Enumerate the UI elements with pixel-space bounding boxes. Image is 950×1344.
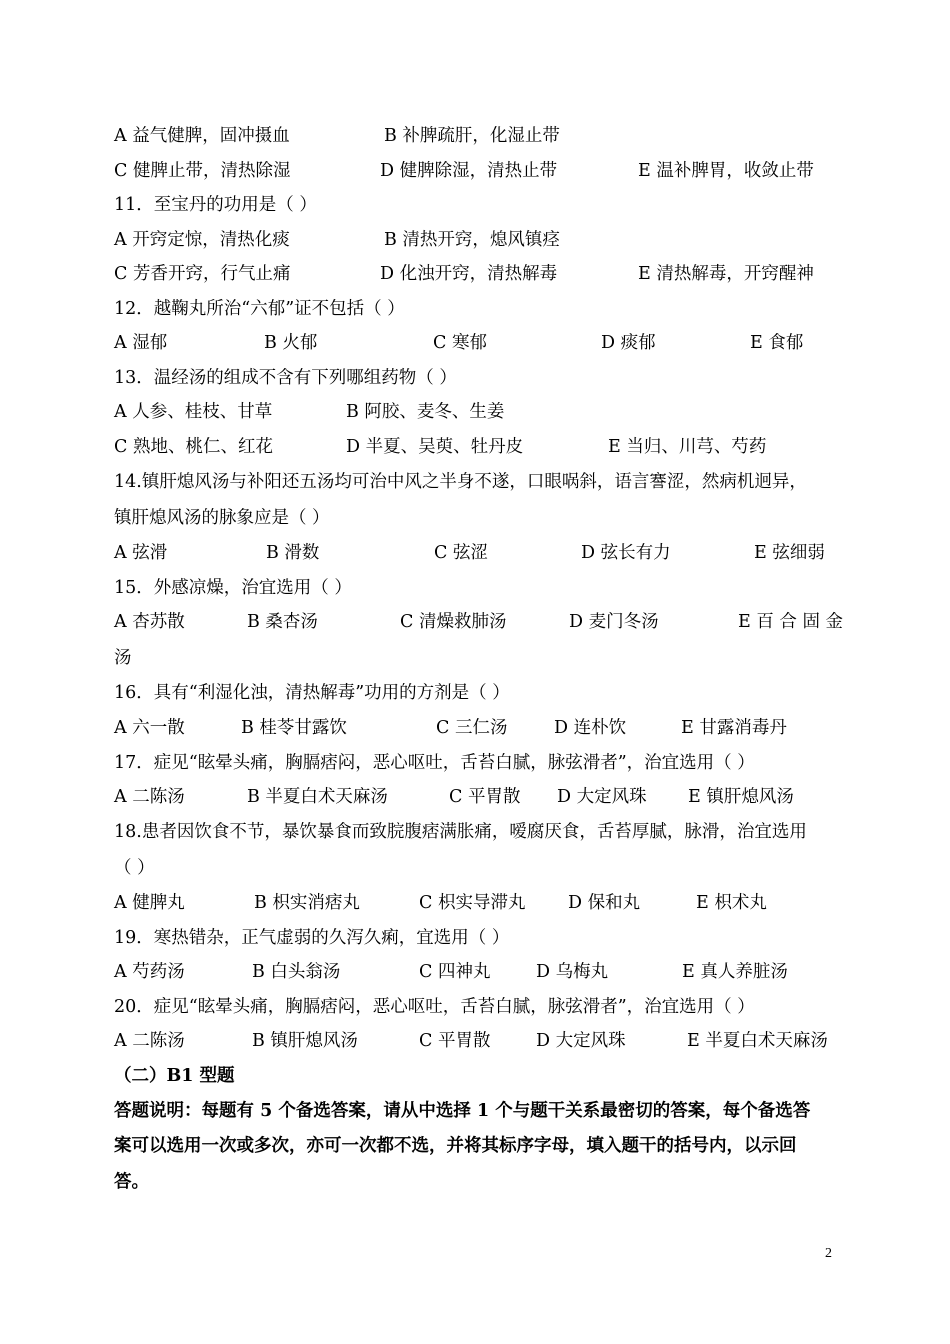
q12-option-d: D 痰郁 bbox=[601, 333, 656, 353]
q16-option-c: C 三仁汤 bbox=[436, 718, 508, 738]
q17-option-b: B 半夏白术天麻汤 bbox=[247, 787, 388, 807]
question-16-stem: 16．具有“利湿化浊，清热解毒”功用的方剂是（ ） bbox=[114, 683, 510, 703]
instructions-line-3: 答。 bbox=[114, 1172, 149, 1192]
section-heading: （二）B1 型题 bbox=[114, 1066, 235, 1086]
instructions-line-1: 答题说明：每题有 5 个备选答案，请从中选择 1 个与题干关系最密切的答案，每个备选答 bbox=[114, 1101, 811, 1121]
q15-option-e-wrap: 汤 bbox=[114, 648, 132, 668]
instructions-line-2: 案可以选用一次或多次，亦可一次都不选，并将其标序字母，填入题干的括号内，以示回 bbox=[114, 1136, 797, 1156]
q11-option-b: B 清热开窍，熄风镇痉 bbox=[384, 230, 560, 250]
question-11-stem: 11．至宝丹的功用是（ ） bbox=[114, 195, 317, 215]
q16-option-a: A 六一散 bbox=[114, 718, 185, 738]
q10-option-b: B 补脾疏肝，化湿止带 bbox=[384, 126, 560, 146]
q15-option-b: B 桑杏汤 bbox=[247, 612, 318, 632]
q20-option-d: D 大定风珠 bbox=[536, 1031, 626, 1051]
q11-option-a: A 开窍定惊，清热化痰 bbox=[114, 230, 290, 250]
q13-option-c: C 熟地、桃仁、红花 bbox=[114, 437, 273, 457]
q18-option-a: A 健脾丸 bbox=[114, 893, 185, 913]
q17-option-e: E 镇肝熄风汤 bbox=[688, 787, 794, 807]
q19-option-a: A 芍药汤 bbox=[114, 962, 185, 982]
q20-option-b: B 镇肝熄风汤 bbox=[252, 1031, 358, 1051]
q19-option-c: C 四神丸 bbox=[419, 962, 491, 982]
q11-option-d: D 化浊开窍，清热解毒 bbox=[380, 264, 558, 284]
q12-option-c: C 寒郁 bbox=[433, 333, 487, 353]
q14-option-e: E 弦细弱 bbox=[754, 543, 825, 563]
question-18-stem-line1: 18.患者因饮食不节，暴饮暴食而致脘腹痞满胀痛，嗳腐厌食，舌苔厚腻，脉滑，治宜选用 bbox=[114, 822, 807, 842]
question-13-stem: 13．温经汤的组成不含有下列哪组药物（ ） bbox=[114, 368, 457, 388]
q13-option-a: A 人参、桂枝、甘草 bbox=[114, 402, 273, 422]
q15-option-e: E 百 合 固 金 bbox=[738, 612, 844, 632]
question-17-stem: 17．症见“眩晕头痛，胸膈痞闷，恶心呕吐，舌苔白腻，脉弦滑者”，治宜选用（ ） bbox=[114, 753, 755, 773]
question-20-stem: 20．症见“眩晕头痛，胸膈痞闷，恶心呕吐，舌苔白腻，脉弦滑者”，治宜选用（ ） bbox=[114, 997, 755, 1017]
q10-option-e: E 温补脾胃，收敛止带 bbox=[638, 161, 814, 181]
q16-option-e: E 甘露消毒丹 bbox=[681, 718, 787, 738]
question-18-stem-line2: （ ） bbox=[114, 858, 155, 878]
q17-option-d: D 大定风珠 bbox=[557, 787, 647, 807]
q12-option-e: E 食郁 bbox=[750, 333, 804, 353]
q17-option-a: A 二陈汤 bbox=[114, 787, 185, 807]
q13-option-e: E 当归、川芎、芍药 bbox=[608, 437, 767, 457]
q20-option-a: A 二陈汤 bbox=[114, 1031, 185, 1051]
q14-option-c: C 弦涩 bbox=[434, 543, 488, 563]
q16-option-d: D 连朴饮 bbox=[554, 718, 627, 738]
q19-option-b: B 白头翁汤 bbox=[252, 962, 341, 982]
q13-option-d: D 半夏、吴萸、牡丹皮 bbox=[346, 437, 524, 457]
q18-option-e: E 枳术丸 bbox=[696, 893, 767, 913]
q14-option-a: A 弦滑 bbox=[114, 543, 168, 563]
q18-option-d: D 保和丸 bbox=[568, 893, 641, 913]
question-15-stem: 15．外感凉燥，治宜选用（ ） bbox=[114, 578, 352, 598]
q14-option-d: D 弦长有力 bbox=[581, 543, 671, 563]
q11-option-c: C 芳香开窍，行气止痛 bbox=[114, 264, 291, 284]
q19-option-e: E 真人养脏汤 bbox=[682, 962, 788, 982]
q15-option-a: A 杏苏散 bbox=[114, 612, 185, 632]
q10-option-d: D 健脾除湿，清热止带 bbox=[380, 161, 558, 181]
q13-option-b: B 阿胶、麦冬、生姜 bbox=[346, 402, 505, 422]
q11-option-e: E 清热解毒，开窍醒神 bbox=[638, 264, 814, 284]
question-19-stem: 19．寒热错杂，正气虚弱的久泻久痢，宜选用（ ） bbox=[114, 928, 510, 948]
q10-option-a: A 益气健脾，固冲摄血 bbox=[114, 126, 290, 146]
q18-option-b: B 枳实消痞丸 bbox=[254, 893, 360, 913]
q15-option-c: C 清燥救肺汤 bbox=[400, 612, 507, 632]
q18-option-c: C 枳实导滞丸 bbox=[419, 893, 526, 913]
question-12-stem: 12．越鞠丸所治“六郁”证不包括（ ） bbox=[114, 299, 405, 319]
page-number: 2 bbox=[825, 1246, 832, 1261]
q14-option-b: B 滑数 bbox=[266, 543, 320, 563]
q15-option-d: D 麦门冬汤 bbox=[569, 612, 659, 632]
q12-option-a: A 湿郁 bbox=[114, 333, 168, 353]
q12-option-b: B 火郁 bbox=[264, 333, 318, 353]
q10-option-c: C 健脾止带，清热除湿 bbox=[114, 161, 291, 181]
question-14-stem-line2: 镇肝熄风汤的脉象应是（ ） bbox=[114, 508, 330, 528]
question-14-stem-line1: 14.镇肝熄风汤与补阳还五汤均可治中风之半身不遂，口眼㖞斜，语言謇涩，然病机迥异， bbox=[114, 472, 807, 492]
q20-option-e: E 半夏白术天麻汤 bbox=[687, 1031, 828, 1051]
q20-option-c: C 平胃散 bbox=[419, 1031, 491, 1051]
q17-option-c: C 平胃散 bbox=[449, 787, 521, 807]
q19-option-d: D 乌梅丸 bbox=[536, 962, 609, 982]
q16-option-b: B 桂苓甘露饮 bbox=[241, 718, 347, 738]
